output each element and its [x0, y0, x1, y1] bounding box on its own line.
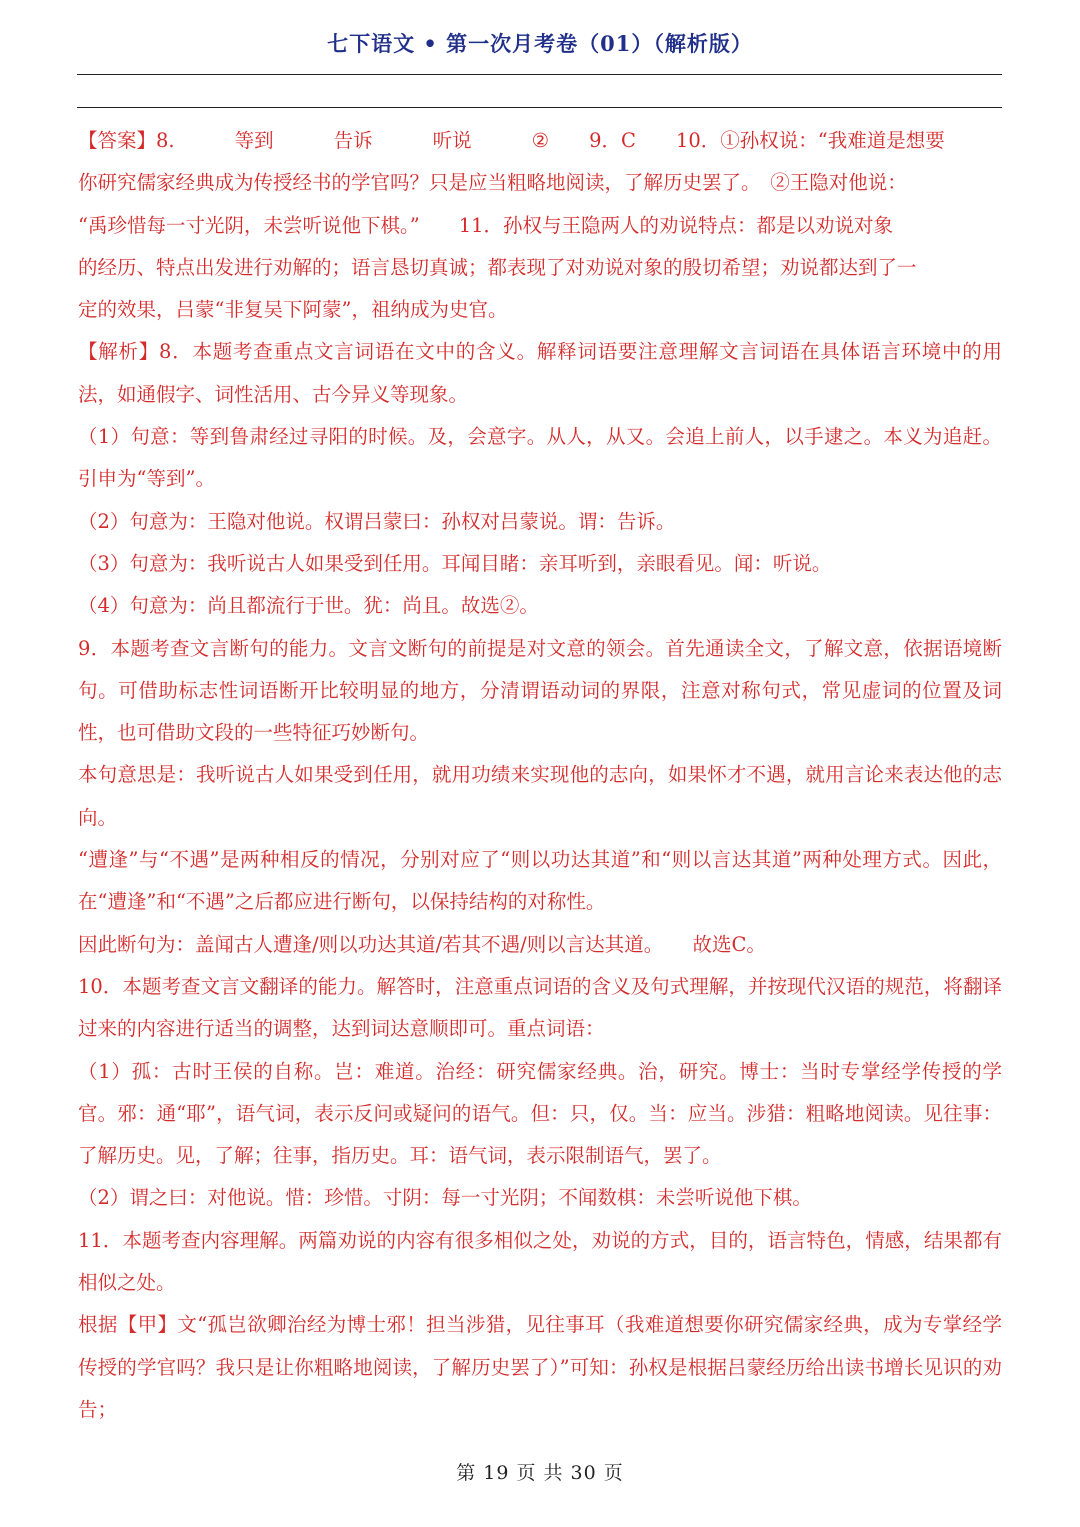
answer-10-start: 10．①孙权说：“我难道是想要 [675, 129, 945, 152]
answer-line-2: 你研究儒家经典成为传授经书的学官吗？只是应当粗略地阅读，了解历史罢了。 ②王隐对他说： [78, 171, 907, 195]
answer-9: 9．C [589, 129, 636, 152]
analysis-paragraph: （2）句意为：王隐对他说。权谓吕蒙曰：孙权对吕蒙说。谓：告诉。 [78, 509, 676, 533]
content-rule [77, 107, 1002, 108]
analysis-paragraph: （2）谓之曰：对他说。惜：珍惜。寸阴：每一寸光阴；不闻数棋：未尝听说他下棋。 [78, 1186, 812, 1210]
answer-first-line [78, 120, 1002, 162]
analysis-paragraph: （4）句意为：尚且都流行于世。犹：尚且。故选②。 [78, 594, 539, 618]
answer-8-2: 告诉 [333, 129, 373, 152]
page-header-title: 七下语文 • 第一次月考卷（01）（解析版） [327, 31, 753, 56]
analysis-paragraph: （1）句意：等到鲁肃经过寻阳的时候。及，会意字。从人，从又。会追上前人，以手逮之。本义为追赶。引申为“等到”。 [78, 425, 1002, 491]
analysis-paragraph: （3）句意为：我听说古人如果受到任用。耳闻目睹：亲耳听到，亲眼看见。闻：听说。 [78, 551, 832, 575]
answer-8-4: ② [531, 129, 550, 152]
analysis-paragraph: 11．本题考查内容理解。两篇劝说的内容有很多相似之处，劝说的方式，目的，语言特色，情感，结果都有相似之处。 [78, 1228, 1002, 1295]
answer-8-1: 等到 [234, 129, 274, 152]
header-rule [77, 74, 1002, 75]
analysis-paragraph: 本句意思是：我听说古人如果受到任用，就用功绩来实现他的志向，如果怀才不遇，就用言论来表达他的志向。 [78, 763, 1002, 829]
answer-8-3: 听说 [432, 129, 472, 152]
answer-analysis-body [78, 120, 1002, 1431]
analysis-paragraph: 因此断句为：盖闻古人遭逢/则以功达其道/若其不遇/则以言达其道。 故选C。 [78, 932, 766, 956]
analysis-paragraph: “遭逢”与“不遇”是两种相反的情况，分别对应了“则以功达其道”和“则以言达其道”两种处理方式。因此，在“遭逢”和“不遇”之后都应进行断句，以保持结构的对称性。 [78, 848, 1002, 914]
analysis-paragraph: （1）孤：古时王侯的自称。岂：难道。治经：研究儒家经典。治，研究。博士：当时专掌经学传授的学官。邪：通“耶”，语气词，表示反问或疑问的语气。但：只，仅。当：应当。涉猎：粗略地阅读。见往事：了解历史。见，了解；往事，指历史。耳：语气词，表示限制语气，罢了。 [78, 1059, 1002, 1168]
answer-line-4: 的经历、特点出发进行劝解的；语言恳切真诚；都表现了对劝说对象的殷切希望；劝说都达到了一 [78, 255, 917, 279]
analysis-paragraph: 9．本题考查文言断句的能力。文言文断句的前提是对文意的领会。首先通读全文，了解文意，依据语境断句。可借助标志性词语断开比较明显的地方，分清谓语动词的界限，注意对称句式，常见虚词的位置及词性，也可借助文段的一些特征巧妙断句。 [78, 636, 1002, 745]
page-number-footer: 第 19 页 共 30 页 [456, 1462, 624, 1484]
analysis-paragraph: 【解析】8．本题考查重点文言词语在文中的含义。解释词语要注意理解文言词语在具体语言环境中的用法，如通假字、词性活用、古今异义等现象。 [78, 340, 1002, 406]
answer-line-3: “禹珍惜每一寸光阴，未尝听说他下棋。” 11．孙权与王隐两人的劝说特点：都是以劝说对象 [78, 213, 894, 237]
analysis-paragraph: 根据【甲】文“孤岂欲卿治经为博士邪！担当涉猎，见往事耳（我难道想要你研究儒家经典，成为专掌经学传授的学官吗？我只是让你粗略地阅读，了解历史罢了）”可知：孙权是根据吕蒙经历给出读书增长见识的劝告； [78, 1313, 1002, 1421]
answer-label: 【答案】8. [78, 129, 175, 152]
answer-line-5: 定的效果，吕蒙“非复吴下阿蒙”，祖纳成为史官。 [78, 298, 508, 322]
analysis-paragraph: 10．本题考查文言文翻译的能力。解答时，注意重点词语的含义及句式理解，并按现代汉语的规范，将翻译过来的内容进行适当的调整，达到词达意顺即可。重点词语： [78, 974, 1002, 1041]
